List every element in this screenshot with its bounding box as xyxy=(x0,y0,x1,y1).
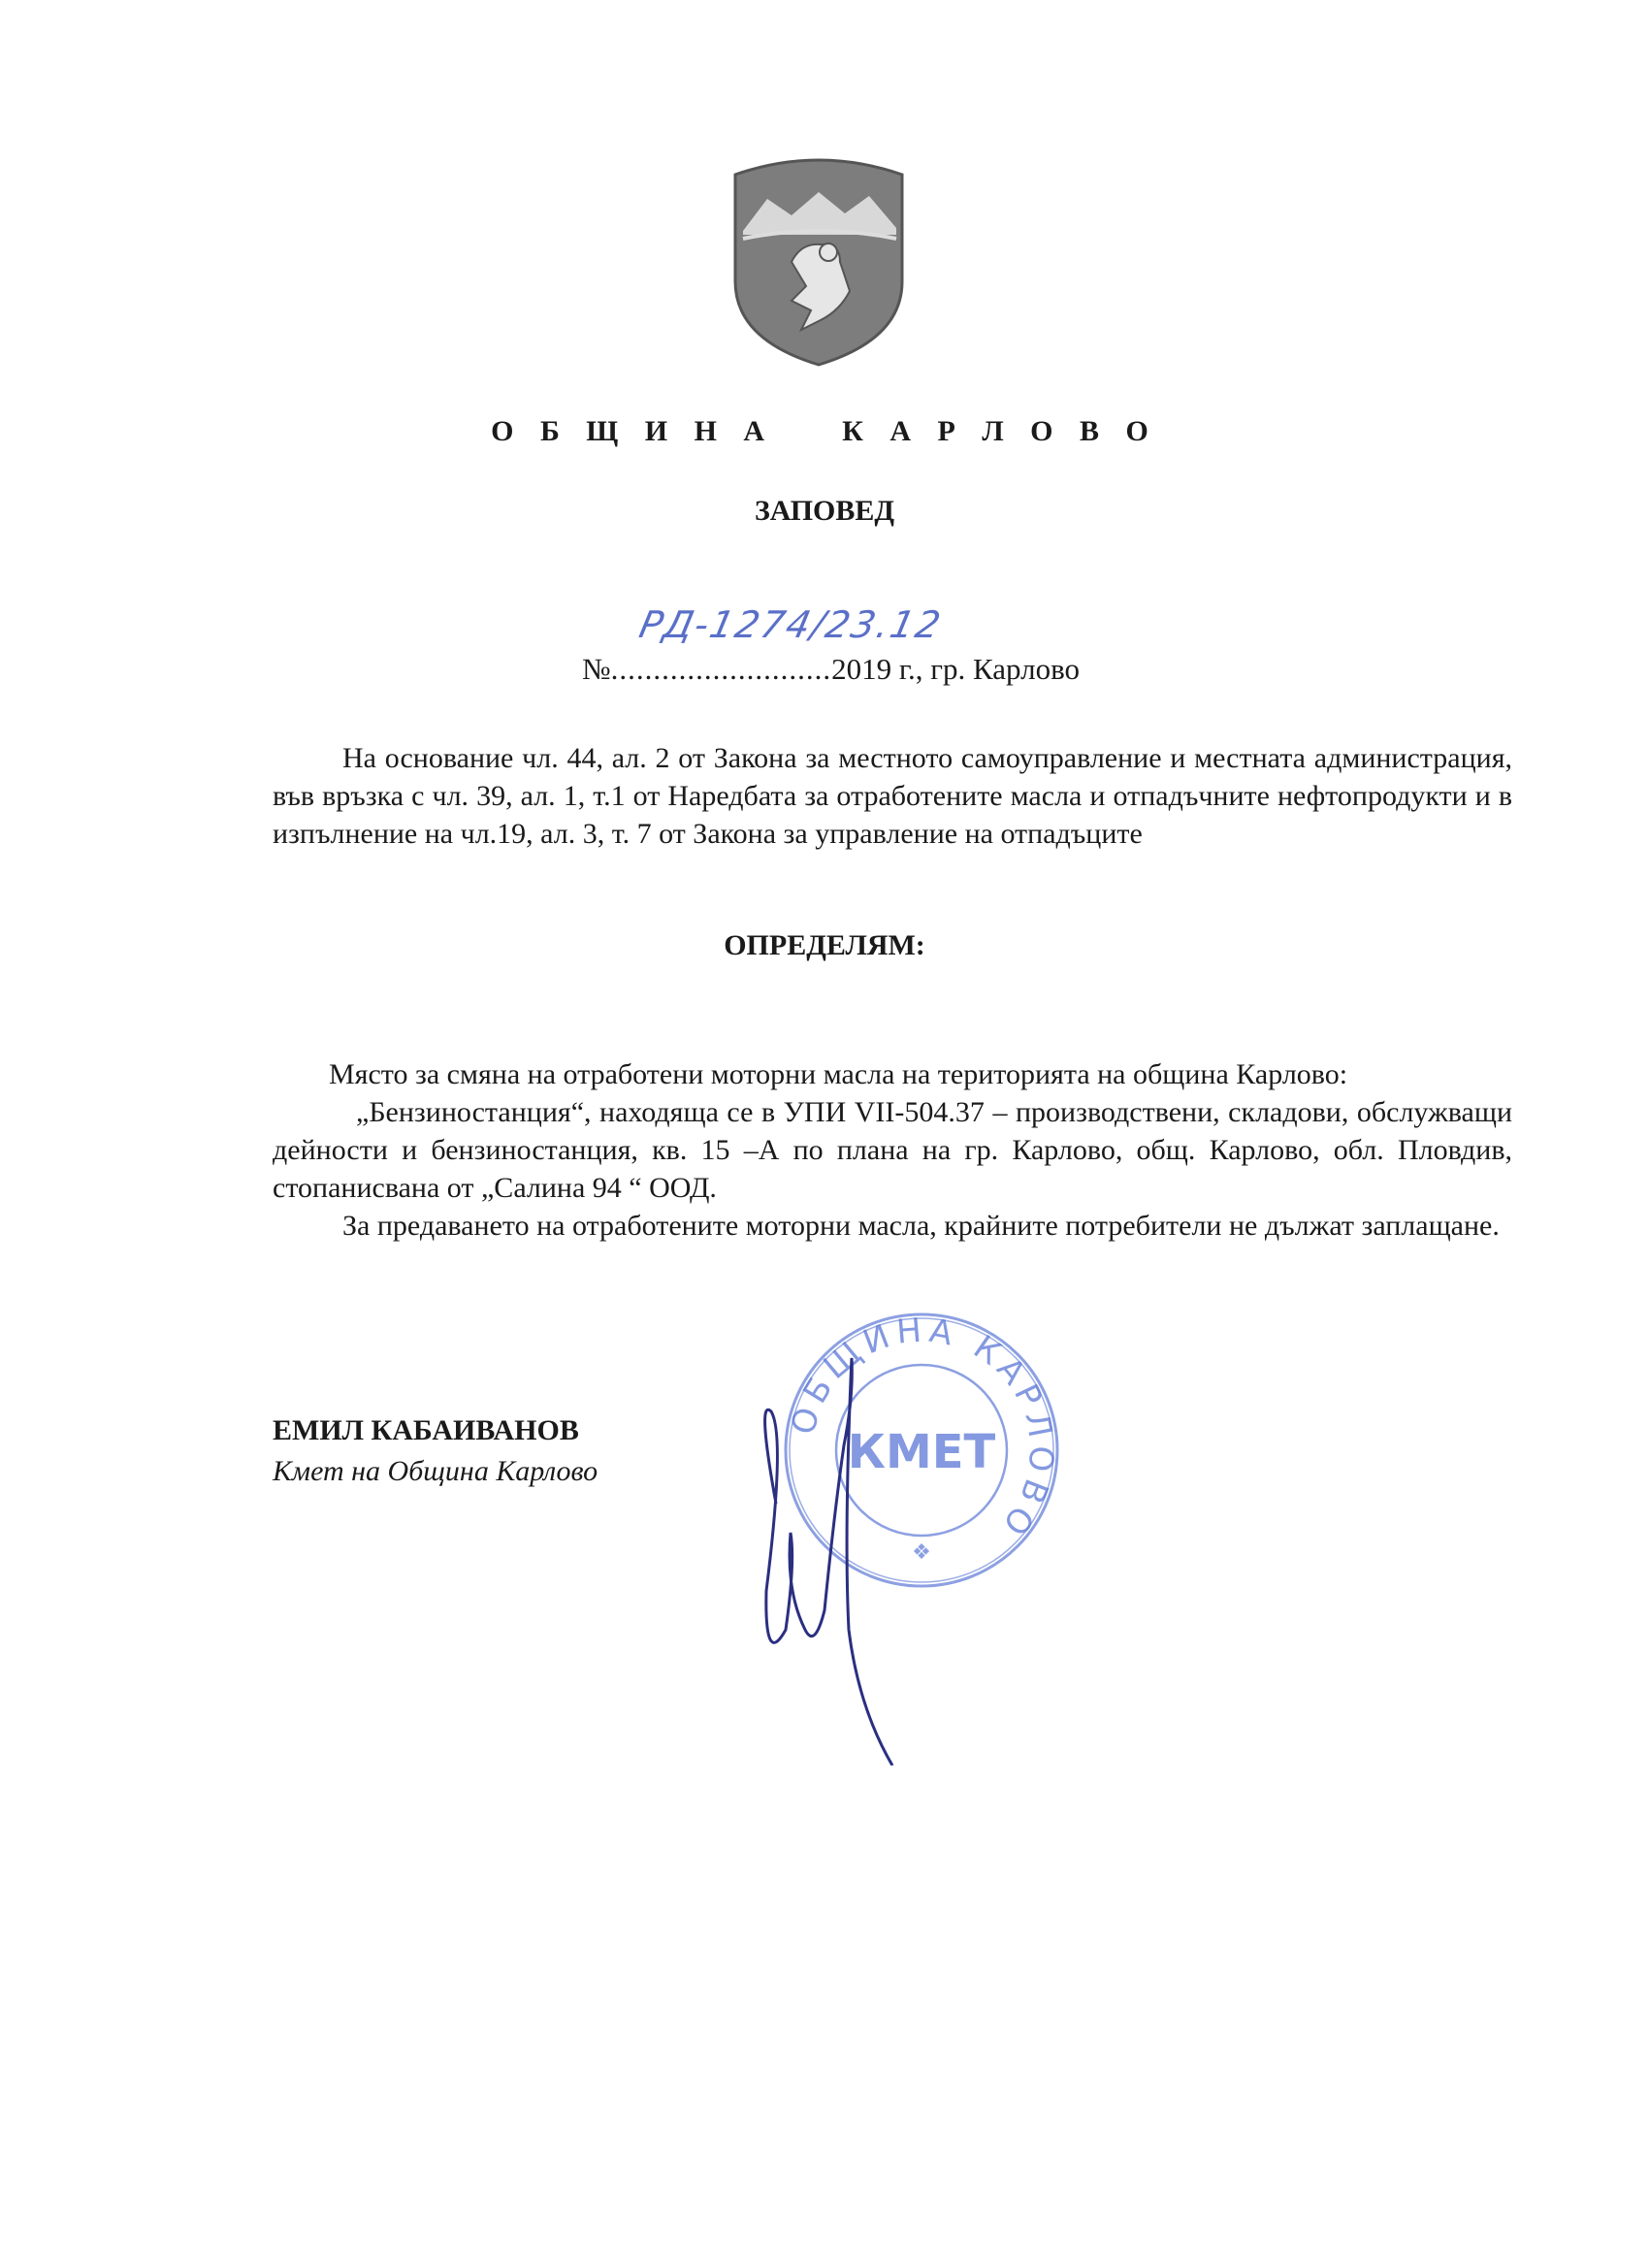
number-dots: .......................... xyxy=(610,652,832,686)
svg-text:КМЕТ: КМЕТ xyxy=(847,1425,996,1479)
order-number-line xyxy=(582,603,1081,687)
coat-of-arms-logo xyxy=(724,155,914,367)
decision-body xyxy=(273,1055,1512,1245)
legal-basis-paragraph: На основание чл. 44, ал. 2 от Закона за местното самоуправление и местната администрация, във връзка с чл. 39, ал. 1, т.1 от Наредбата за отработените масла и отпадъчните нефтопродукти и в изпълнение на чл.19, ал. 3, т. 7 от Закона за управление на отпадъците xyxy=(273,742,1512,850)
handwritten-signature xyxy=(737,1339,989,1766)
number-sign: № xyxy=(582,652,611,686)
signer-name: ЕМИЛ КАБАИВАНОВ xyxy=(273,1414,579,1446)
decision-heading: ОПРЕДЕЛЯМ: xyxy=(724,929,925,961)
svg-text:❖: ❖ xyxy=(912,1539,931,1564)
document-title: ЗАПОВЕД xyxy=(754,495,895,527)
payment-note: За предаването на отработените моторни масла, крайните потребители не дължат заплащане. xyxy=(342,1210,1500,1242)
place-detail: „Бензиностанция“, находяща се в УПИ VII-504.37 – производствени, складови, обслужващи дейности и бензиностанция, кв. 15 –А по плана на гр. Карлово, общ. Карлово, обл. Пловдив, стопанисвана от „Салина 94 “ ООД. xyxy=(273,1096,1512,1204)
svg-text:ОБЩИНА КАРЛОВО: ОБЩИНА КАРЛОВО xyxy=(783,1311,1061,1547)
municipality-heading: О Б Щ И Н А К А Р Л О В О xyxy=(491,415,1158,447)
signer-role: Кмет на Община Карлово xyxy=(273,1455,598,1487)
date-and-place: 2019 г., гр. Карлово xyxy=(831,652,1081,686)
place-intro: Място за смяна на отработени моторни масла на територията на община Карлово: xyxy=(329,1058,1348,1090)
handwritten-order-number: РД-1274/23.12 xyxy=(634,603,946,646)
